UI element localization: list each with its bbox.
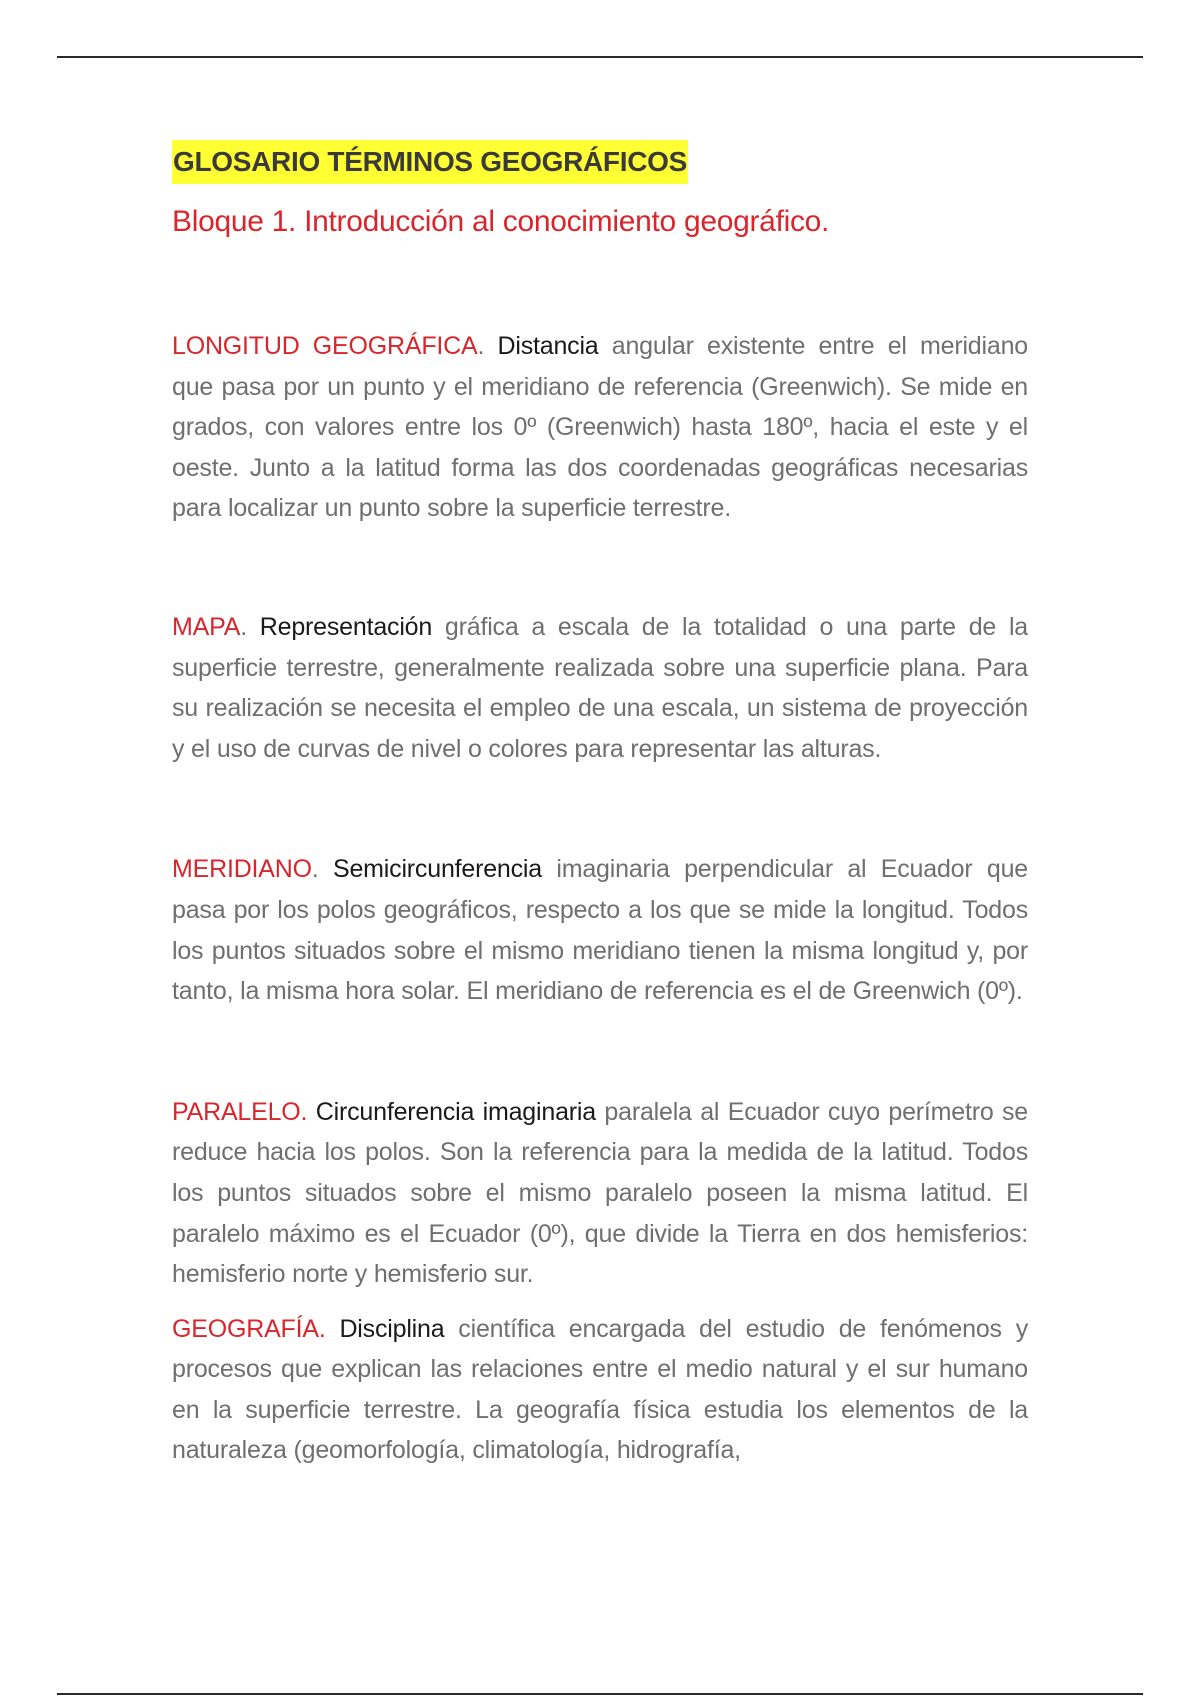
entry-definition: imaginaria perpendicular al Ecuador que pasa por los polos geográficos, respecto a los que se mide la longitud. Todos los puntos situados sobre el mismo meridiano tienen la misma longitud y, por tanto, la misma hora solar. El meridiano de referencia es el de Greenwich (0º). [172,855,1028,1006]
entry-punct: . [311,855,333,884]
entry-term: GEOGRAFÍA. [172,1314,326,1343]
bottom-rule [57,1693,1143,1695]
entry-first-word: Representación [259,612,433,641]
glossary-entry-mapa [172,607,1028,769]
entry-punct [307,1098,315,1126]
entry-first-word: Disciplina [339,1314,445,1343]
entry-term: PARALELO. [172,1097,308,1126]
block-heading: Bloque 1. Introducción al conocimiento geográfico. [172,205,830,238]
glossary-entry-geografia [172,1309,1028,1471]
entry-first-word: Distancia [497,332,599,360]
entry-punct: . [477,332,498,360]
glossary-entry-meridiano [172,849,1028,1011]
entry-punct: . [240,612,260,641]
document-body [172,140,1028,1471]
entry-first-word: Semicircunferencia [333,855,542,884]
entry-definition: angular existente entre el meridiano que pasa por un punto y el meridiano de referencia (Greenwich). Se mide en grados, con valores entre los 0º (Greenwich) hasta 180º, hacia el este y el oeste. Junto a la latitud forma las dos coordenadas geográficas necesarias para localizar un punto sobre la superficie terrestre. [172,332,1028,523]
entry-term: MAPA [172,612,241,641]
page-title: GLOSARIO TÉRMINOS GEOGRÁFICOS [172,140,688,184]
glossary-entry-paralelo [172,1092,1028,1295]
entry-punct [326,1315,340,1343]
entry-definition: paralela al Ecuador cuyo perímetro se reduce hacia los polos. Son la referencia para la medida de la latitud. Todos los puntos situados sobre el mismo paralelo poseen la misma latitud. El paralelo máximo es el Ecuador (0º), que divide la Tierra en dos hemisferios: hemisferio norte y hemisferio sur. [172,1097,1029,1289]
entry-definition: gráfica a escala de la totalidad o una parte de la superficie terrestre, generalmente realizada sobre una superficie plana. Para su realización se necesita el empleo de una escala, un sistema de proyección y el uso de curvas de nivel o colores para representar las alturas. [172,612,1028,763]
entry-term: LONGITUD GEOGRÁFICA [172,332,478,360]
entry-first-word: Circunferencia imaginaria [315,1097,596,1126]
entry-term: MERIDIANO [172,855,312,884]
top-rule [57,56,1143,58]
entry-definition: científica encargada del estudio de fenómenos y procesos que explican las relaciones entre el medio natural y el sur humano en la superficie terrestre. La geografía física estudia los elementos de la naturaleza (geomorfología, climatología, hidrografía, [172,1314,1028,1465]
glossary-entry-longitud [172,326,1028,529]
